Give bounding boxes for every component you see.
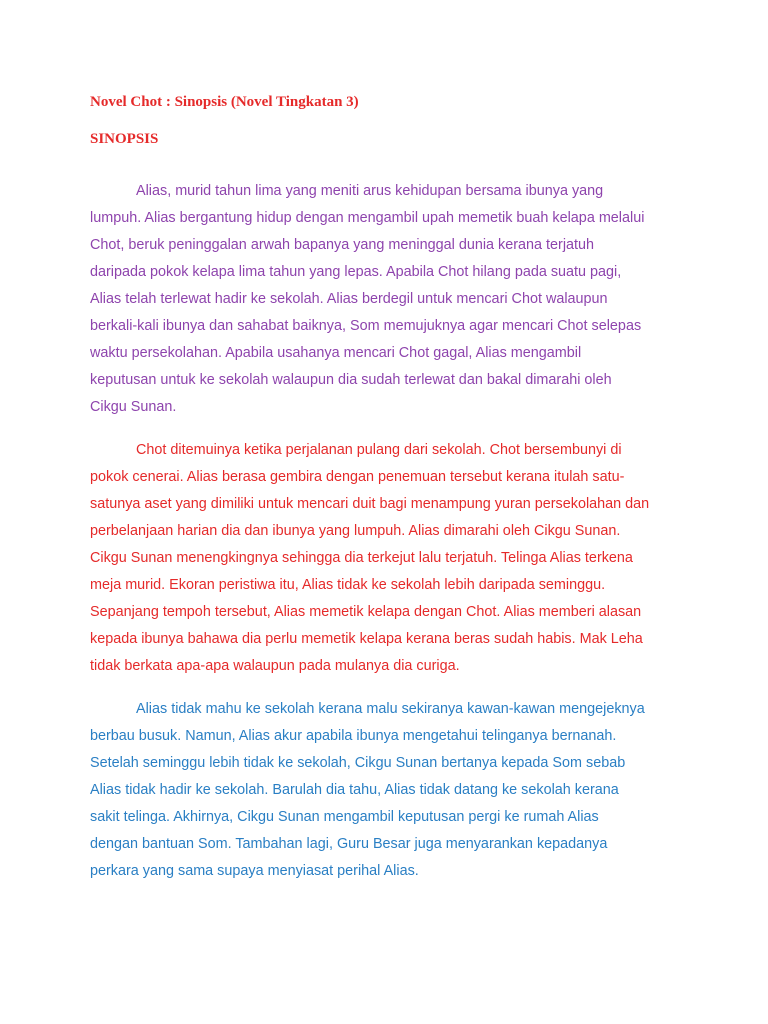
paragraph-2 xyxy=(90,437,680,680)
paragraph-line: Sepanjang tempoh tersebut, Alias memetik kelapa dengan Chot. Alias memberi alasan xyxy=(90,604,642,620)
paragraph-line: Chot, beruk peninggalan arwah bapanya yang meninggal dunia kerana terjatuh xyxy=(90,237,595,253)
paragraph-line: tidak berkata apa-apa walaupun pada mulanya dia curiga. xyxy=(90,658,460,674)
paragraph-line: perkara yang sama supaya menyiasat perihal Alias. xyxy=(90,863,419,879)
paragraph-line: kepada ibunya bahawa dia perlu memetik kelapa kerana beras sudah habis. Mak Leha xyxy=(90,631,643,647)
paragraph-line: daripada pokok kelapa lima tahun yang lepas. Apabila Chot hilang pada suatu pagi, xyxy=(90,264,622,280)
paragraph-line: waktu persekolahan. Apabila usahanya mencari Chot gagal, Alias mengambil xyxy=(90,345,582,361)
paragraph-line: berkali-kali ibunya dan sahabat baiknya, Som memujuknya agar mencari Chot selepas xyxy=(90,318,642,334)
paragraph-3 xyxy=(90,696,680,885)
paragraph-line: Alias tidak mahu ke sekolah kerana malu sekiranya kawan-kawan mengejeknya xyxy=(136,701,645,717)
paragraph-1 xyxy=(90,178,680,421)
paragraph-line: meja murid. Ekoran peristiwa itu, Alias tidak ke sekolah lebih daripada seminggu. xyxy=(90,577,606,593)
section-heading: SINOPSIS xyxy=(90,131,159,147)
paragraph-line: Setelah seminggu lebih tidak ke sekolah, Cikgu Sunan bertanya kepada Som sebab xyxy=(90,755,626,771)
paragraph-line: sakit telinga. Akhirnya, Cikgu Sunan mengambil keputusan pergi ke rumah Alias xyxy=(90,809,599,825)
paragraph-line: perbelanjaan harian dia dan ibunya yang lumpuh. Alias dimarahi oleh Cikgu Sunan. xyxy=(90,523,621,539)
paragraph-line: Cikgu Sunan. xyxy=(90,399,177,415)
paragraph-line: Alias tidak hadir ke sekolah. Barulah dia tahu, Alias tidak datang ke sekolah kerana xyxy=(90,782,619,798)
paragraph-line: pokok cenerai. Alias berasa gembira dengan penemuan tersebut kerana itulah satu- xyxy=(90,469,625,485)
paragraph-line: Alias telah terlewat hadir ke sekolah. Alias berdegil untuk mencari Chot walaupun xyxy=(90,291,608,307)
paragraph-line: berbau busuk. Namun, Alias akur apabila ibunya mengetahui telinganya bernanah. xyxy=(90,728,617,744)
paragraph-line: lumpuh. Alias bergantung hidup dengan mengambil upah memetik buah kelapa melalui xyxy=(90,210,645,226)
paragraph-line: Alias, murid tahun lima yang meniti arus kehidupan bersama ibunya yang xyxy=(136,183,604,199)
document-title: Novel Chot : Sinopsis (Novel Tingkatan 3) xyxy=(90,94,359,110)
paragraph-line: dengan bantuan Som. Tambahan lagi, Guru Besar juga menyarankan kepadanya xyxy=(90,836,608,852)
paragraph-line: Chot ditemuinya ketika perjalanan pulang dari sekolah. Chot bersembunyi di xyxy=(136,442,622,458)
paragraph-line: keputusan untuk ke sekolah walaupun dia sudah terlewat dan bakal dimarahi oleh xyxy=(90,372,612,388)
paragraph-line: Cikgu Sunan menengkingnya sehingga dia terkejut lalu terjatuh. Telinga Alias terkena xyxy=(90,550,633,566)
paragraph-line: satunya aset yang dimiliki untuk mencari duit bagi menampung yuran persekolahan dan xyxy=(90,496,650,512)
